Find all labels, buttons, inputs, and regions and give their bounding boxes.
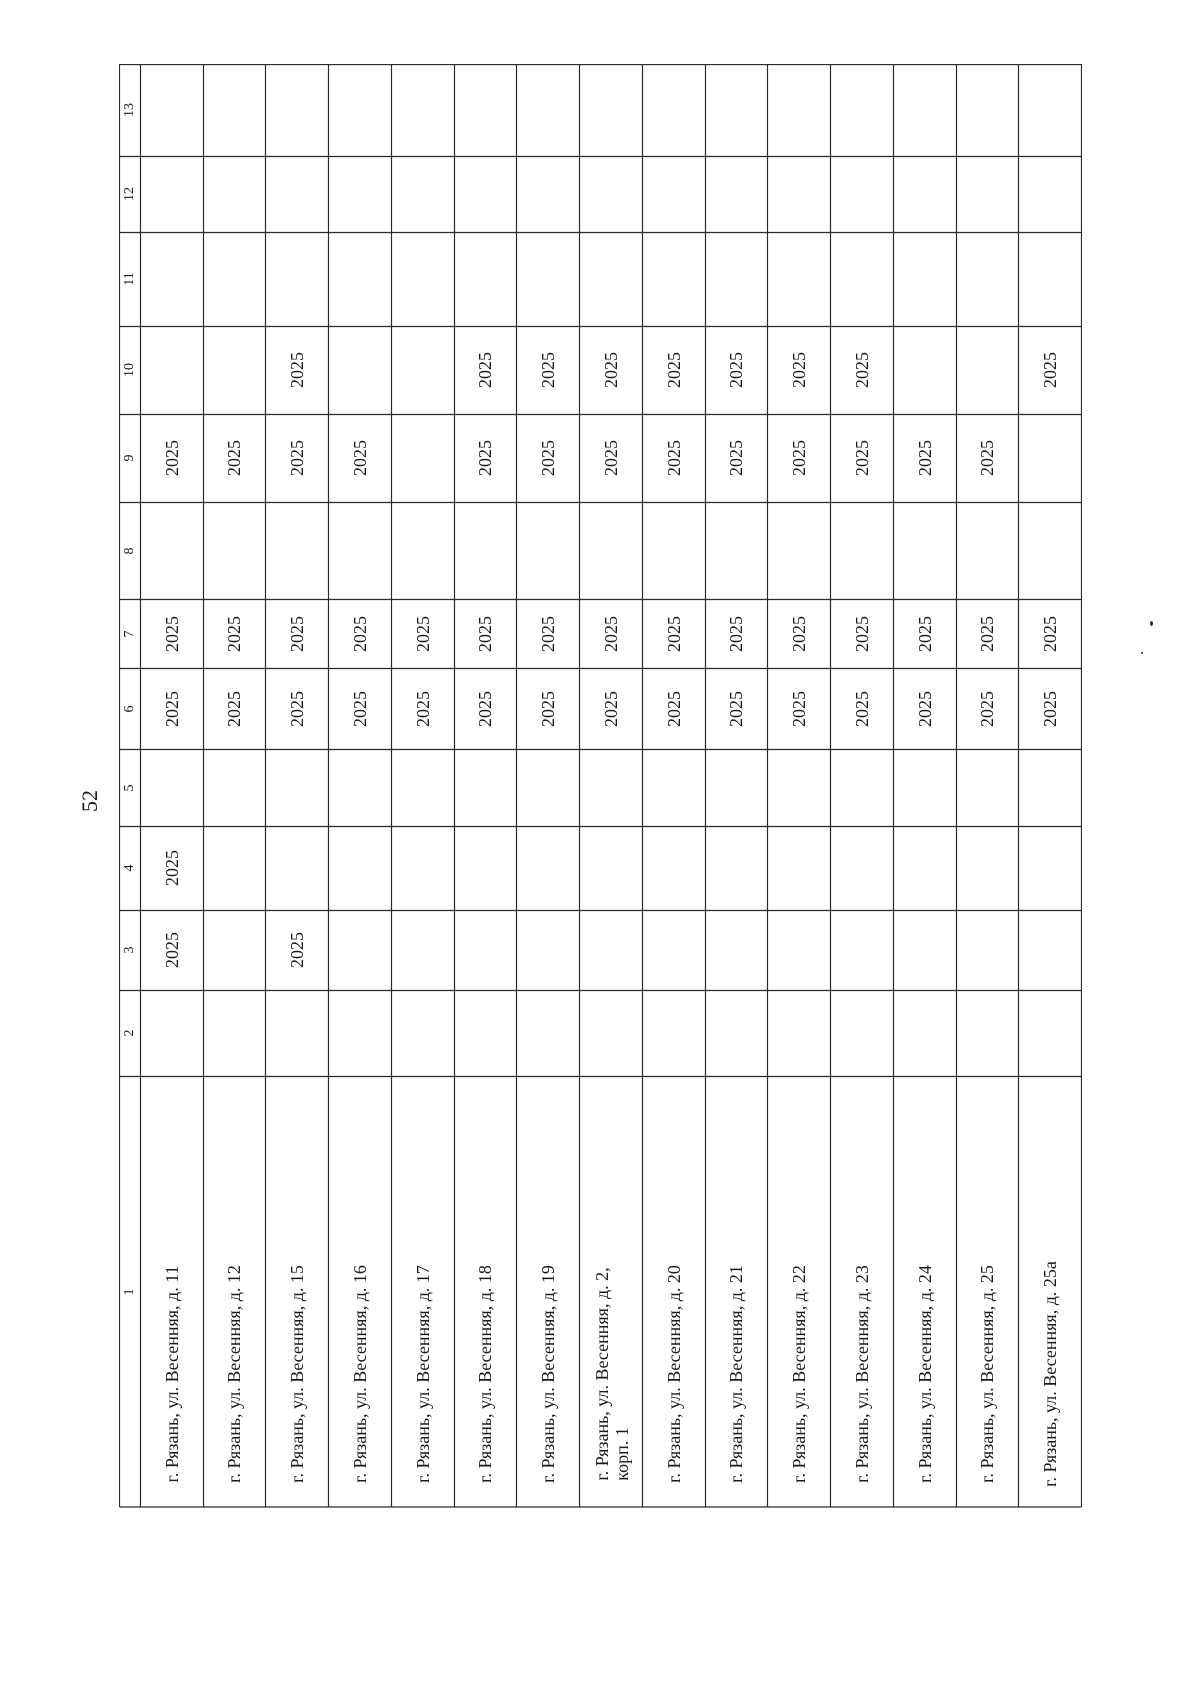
value-cell: 2025	[537, 352, 558, 388]
address-cell: г. Рязань, ул. Весенняя, д. 22	[788, 1265, 809, 1483]
address-cell: г. Рязань, ул. Весенняя, д. 24	[914, 1265, 935, 1483]
value-cell: 2025	[349, 690, 370, 727]
value-cell: 2025	[914, 615, 935, 652]
value-cell: 2025	[161, 932, 182, 968]
value-cell: 2025	[286, 615, 307, 652]
value-cell: 2025	[161, 690, 182, 727]
address-cell: г. Рязань, ул. Весенняя, д. 20	[663, 1265, 684, 1483]
value-cell: 2025	[537, 440, 558, 476]
value-cell: 2025	[977, 440, 997, 476]
address-cell: г. Рязань, ул. Весенняя, д. 25	[977, 1265, 997, 1483]
address-cell: г. Рязань, ул. Весенняя, д. 11	[161, 1265, 182, 1483]
scan-speck	[1150, 621, 1153, 626]
column-header: 3	[122, 946, 137, 954]
value-cell: 2025	[600, 440, 621, 476]
address-cell: г. Рязань, ул. Весенняя, д. 25а	[1039, 1261, 1060, 1487]
value-cell: 2025	[914, 440, 935, 476]
value-cell: 2025	[788, 352, 809, 388]
page-number: 52	[77, 790, 102, 812]
value-cell: 2025	[663, 690, 684, 727]
value-cell: 2025	[224, 615, 244, 652]
value-cell: 2025	[663, 352, 684, 388]
value-cell: 2025	[726, 352, 746, 388]
value-cell: 2025	[977, 615, 997, 652]
column-header: 6	[122, 705, 137, 712]
value-cell: 2025	[851, 440, 872, 476]
address-cell: г. Рязань, ул. Весенняя, д. 2,	[591, 1267, 612, 1481]
column-header: 5	[122, 784, 137, 791]
value-cell: 2025	[286, 932, 307, 968]
value-cell: 2025	[537, 690, 558, 727]
value-cell: 2025	[663, 615, 684, 652]
column-header: 7	[122, 630, 137, 637]
column-header: 12	[122, 187, 137, 201]
column-header: 4	[122, 864, 137, 872]
value-cell: 2025	[1039, 615, 1060, 652]
column-header: 1	[122, 1288, 137, 1296]
address-cell: г. Рязань, ул. Весенняя, д. 17	[412, 1265, 433, 1483]
column-header: 8	[122, 547, 137, 554]
value-cell: 2025	[1039, 690, 1060, 727]
column-header: 10	[122, 363, 137, 377]
schedule-table	[119, 64, 1082, 1508]
value-cell: 2025	[161, 440, 182, 476]
value-cell: 2025	[412, 615, 433, 652]
column-header: 2	[122, 1029, 137, 1037]
address-cell: корп. 1	[611, 1427, 632, 1481]
address-cell: г. Рязань, ул. Весенняя, д. 15	[286, 1265, 307, 1483]
value-cell: 2025	[161, 615, 182, 652]
value-cell: 2025	[851, 615, 872, 652]
value-cell: 2025	[851, 690, 872, 727]
value-cell: 2025	[161, 850, 182, 886]
value-cell: 2025	[286, 352, 307, 388]
value-cell: 2025	[977, 690, 997, 727]
value-cell: 2025	[475, 352, 495, 388]
value-cell: 2025	[224, 440, 244, 476]
value-cell: 2025	[224, 690, 244, 727]
value-cell: 2025	[914, 690, 935, 727]
value-cell: 2025	[349, 440, 370, 476]
column-header: 9	[122, 454, 137, 462]
value-cell: 2025	[663, 440, 684, 476]
address-cell: г. Рязань, ул. Весенняя, д. 19	[537, 1265, 558, 1483]
value-cell: 2025	[1039, 352, 1060, 388]
value-cell: 2025	[600, 690, 621, 727]
value-cell: 2025	[726, 690, 746, 727]
value-cell: 2025	[726, 615, 746, 652]
value-cell: 2025	[788, 440, 809, 476]
value-cell: 2025	[475, 615, 495, 652]
address-cell: г. Рязань, ул. Весенняя, д. 16	[349, 1265, 370, 1483]
column-header: 13	[122, 103, 137, 117]
address-cell: г. Рязань, ул. Весенняя, д. 23	[851, 1265, 872, 1483]
value-cell: 2025	[600, 615, 621, 652]
value-cell: 2025	[349, 615, 370, 652]
value-cell: 2025	[537, 615, 558, 652]
value-cell: 2025	[600, 352, 621, 388]
value-cell: 2025	[851, 352, 872, 388]
value-cell: 2025	[475, 440, 495, 476]
value-cell: 2025	[475, 690, 495, 727]
address-cell: г. Рязань, ул. Весенняя, д. 18	[475, 1265, 495, 1483]
value-cell: 2025	[788, 690, 809, 727]
address-cell: г. Рязань, ул. Весенняя, д. 12	[224, 1265, 244, 1483]
value-cell: 2025	[286, 690, 307, 727]
value-cell: 2025	[726, 440, 746, 476]
value-cell: 2025	[412, 690, 433, 727]
address-cell: г. Рязань, ул. Весенняя, д. 21	[726, 1265, 746, 1483]
scan-speck	[1141, 652, 1143, 654]
value-cell: 2025	[286, 440, 307, 476]
column-header: 11	[122, 272, 137, 286]
value-cell: 2025	[788, 615, 809, 652]
